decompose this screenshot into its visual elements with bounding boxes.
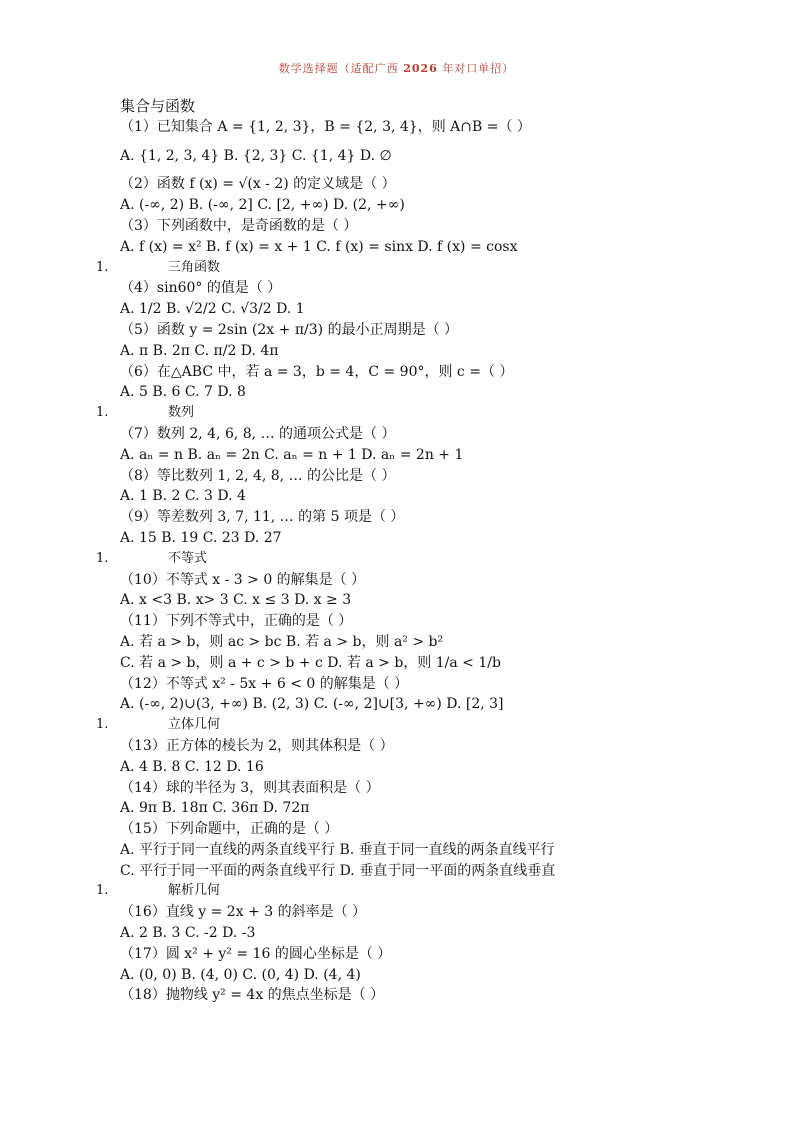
section-title: 数列 bbox=[168, 405, 195, 421]
answer-options: A. aₙ = n B. aₙ = 2n C. aₙ = n + 1 D. aₙ = 2n + 1 bbox=[120, 446, 464, 463]
answer-options: A. (-∞, 2)∪(3, +∞) B. (2, 3) C. (-∞, 2]∪[3, +∞) D. [2, 3] bbox=[120, 696, 504, 713]
section-title: 三角函数 bbox=[168, 259, 221, 275]
answer-options: A. x <3 B. x> 3 C. x ≤ 3 D. x ≥ 3 bbox=[120, 592, 352, 609]
section-number: 1. bbox=[96, 405, 109, 421]
section-title: 集合与函数 bbox=[120, 97, 196, 115]
section-heading bbox=[0, 549, 793, 570]
question-stem: （5）函数 y = 2sin (2x + π/3) 的最小正周期是（ ） bbox=[120, 321, 459, 338]
answer-options: A. 5 B. 6 C. 7 D. 8 bbox=[120, 384, 246, 401]
answer-options: A. (-∞, 2) B. (-∞, 2] C. [2, +∞) D. (2, +∞) bbox=[120, 197, 405, 214]
section-heading bbox=[0, 258, 793, 279]
section-heading bbox=[0, 881, 793, 902]
answer-options: C. 平行于同一平面的两条直线平行 D. 垂直于同一平面的两条直线垂直 bbox=[120, 862, 556, 879]
question-stem: （10）不等式 x - 3 > 0 的解集是（ ） bbox=[120, 571, 366, 588]
header-year: 2026 bbox=[403, 62, 438, 75]
answer-options: A. 2 B. 3 C. -2 D. -3 bbox=[120, 925, 256, 942]
answer-options: A. (0, 0) B. (4, 0) C. (0, 4) D. (4, 4) bbox=[120, 966, 361, 983]
question-stem: （16）直线 y = 2x + 3 的斜率是（ ） bbox=[120, 904, 367, 921]
answer-options: A. 1 B. 2 C. 3 D. 4 bbox=[120, 488, 246, 505]
section-heading bbox=[0, 403, 793, 424]
answer-options: A. 平行于同一直线的两条直线平行 B. 垂直于同一直线的两条直线平行 bbox=[120, 841, 555, 858]
question-stem: （13）正方体的棱长为 2，则其体积是（ ） bbox=[120, 737, 394, 754]
answer-options: A. 9π B. 18π C. 36π D. 72π bbox=[120, 800, 310, 817]
question-stem: （2）函数 f (x) = √(x - 2) 的定义域是（ ） bbox=[120, 176, 396, 193]
answer-options: A. π B. 2π C. π/2 D. 4π bbox=[120, 342, 279, 359]
section-number: 1. bbox=[96, 717, 109, 733]
question-stem: （12）不等式 x² - 5x + 6 < 0 的解集是（ ） bbox=[120, 675, 409, 692]
question-stem: （17）圆 x² + y² = 16 的圆心坐标是（ ） bbox=[120, 945, 392, 962]
section-title: 立体几何 bbox=[168, 717, 221, 733]
header-suffix: 年对口单招） bbox=[442, 62, 515, 75]
section-title: 不等式 bbox=[168, 550, 208, 566]
section-title: 解析几何 bbox=[168, 883, 221, 899]
answer-options: C. 若 a > b，则 a + c > b + c D. 若 a > b，则 1/a < 1/b bbox=[120, 654, 501, 671]
answer-options: A. 4 B. 8 C. 12 D. 16 bbox=[120, 758, 264, 775]
question-stem: （6）在△ABC 中，若 a = 3，b = 4，C = 90°，则 c =（ ） bbox=[120, 363, 514, 380]
question-stem: （14）球的半径为 3，则其表面积是（ ） bbox=[120, 779, 380, 796]
question-stem: （8）等比数列 1, 2, 4, 8, … 的公比是（ ） bbox=[120, 467, 396, 484]
document-body bbox=[0, 96, 793, 1006]
question-stem: （3）下列函数中，是奇函数的是（ ） bbox=[120, 217, 358, 234]
answer-options: A. {1, 2, 3, 4} B. {2, 3} C. {1, 4} D. ∅ bbox=[120, 147, 392, 164]
page-header bbox=[0, 60, 793, 76]
section-heading bbox=[0, 715, 793, 736]
question-stem: （11）下列不等式中，正确的是（ ） bbox=[120, 613, 353, 630]
section-number: 1. bbox=[96, 550, 109, 566]
answer-options: A. 若 a > b，则 ac > bc B. 若 a > b，则 a² > b² bbox=[120, 633, 444, 650]
header-prefix: 数学选择题（适配广西 bbox=[278, 62, 399, 75]
question-stem: （15）下列命题中，正确的是（ ） bbox=[120, 821, 339, 838]
answer-options: A. 1/2 B. √2/2 C. √3/2 D. 1 bbox=[120, 301, 305, 318]
answer-options: A. 15 B. 19 C. 23 D. 27 bbox=[120, 529, 282, 546]
spacer bbox=[0, 138, 793, 146]
question-stem: （4）sin60° 的值是（ ） bbox=[120, 280, 282, 297]
section-heading bbox=[0, 96, 793, 117]
section-number: 1. bbox=[96, 883, 109, 899]
question-stem: （7）数列 2, 4, 6, 8, … 的通项公式是（ ） bbox=[120, 425, 396, 442]
question-stem: （9）等差数列 3, 7, 11, … 的第 5 项是（ ） bbox=[120, 509, 405, 526]
spacer bbox=[0, 166, 793, 174]
question-stem: （18）抛物线 y² = 4x 的焦点坐标是（ ） bbox=[120, 987, 385, 1004]
question-stem: （1）已知集合 A = {1, 2, 3}，B = {2, 3, 4}，则 A∩B =（ ） bbox=[120, 118, 531, 135]
answer-options: A. f (x) = x² B. f (x) = x + 1 C. f (x) = sinx D. f (x) = cosx bbox=[120, 238, 518, 255]
section-number: 1. bbox=[96, 259, 109, 275]
